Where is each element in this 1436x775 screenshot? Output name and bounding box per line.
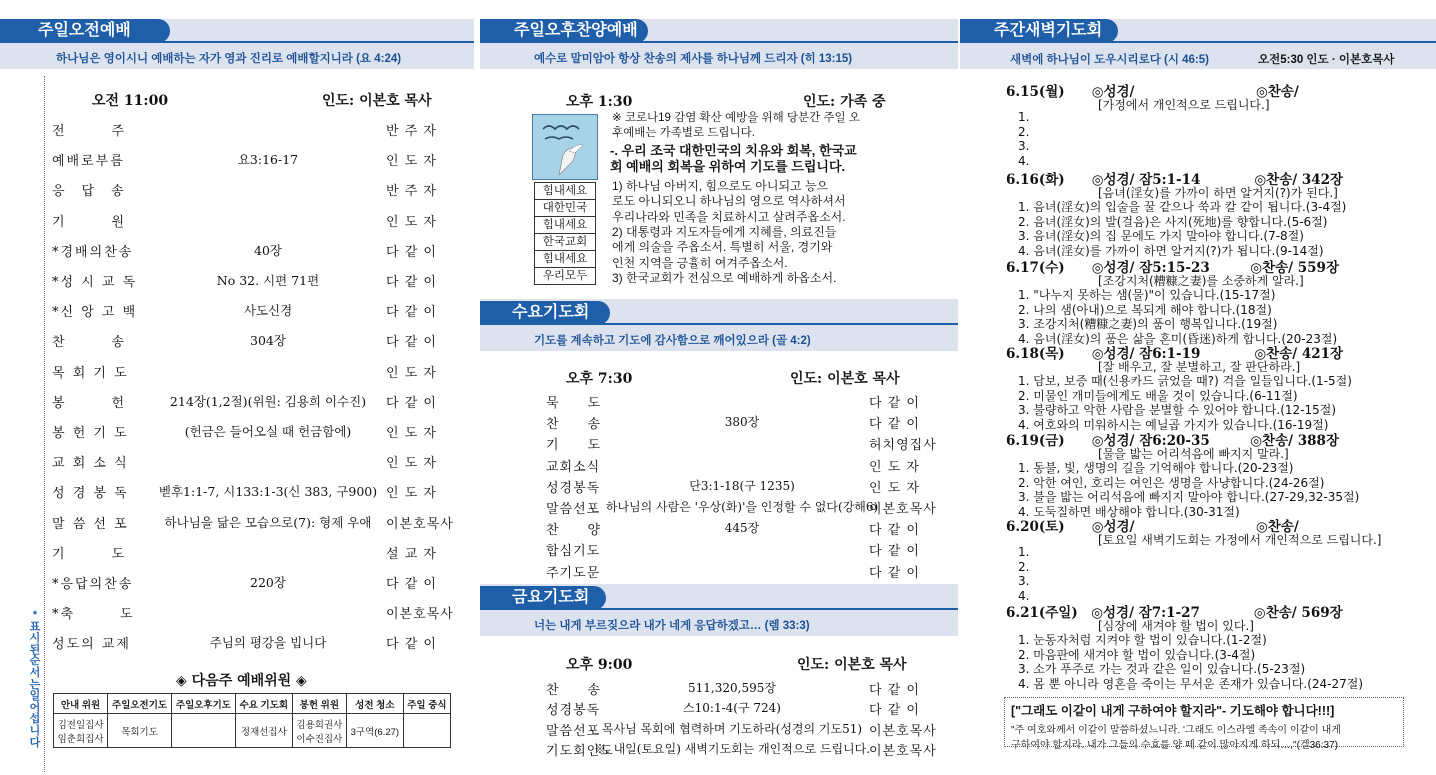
- order-item-content: 445장: [724, 521, 760, 536]
- staff-value-cell: 3구역(6.27): [346, 714, 403, 748]
- afternoon-leader: 인도: 가족 중: [803, 94, 886, 110]
- staff-value-cell: 목회기도: [108, 714, 172, 748]
- order-item-content: 380장: [724, 415, 760, 430]
- dawn-day-line: 1. "나누지 못하는 샘(물)"이 있습니다.(15-17절): [1018, 288, 1276, 302]
- order-item-label: 교회소식: [546, 459, 601, 475]
- dawn-verse: 새벽에 하나님이 도우시리로다 (시 46:5): [1010, 54, 1209, 66]
- dawn-day-line: 4. 몸 뿐 아니라 영혼을 죽이는 무서운 존재가 있습니다.(24-27절): [1018, 676, 1364, 691]
- order-item-who: 반 주 자: [386, 184, 437, 200]
- dawn-day-head: 6.18(목) ◎성경/ 잠6:1-19 ◎찬송/ 421장: [1006, 346, 1344, 362]
- next-week-title: ◈ 다음주 예배위원 ◈: [176, 673, 307, 689]
- cheer-word: 대한민국: [535, 200, 595, 217]
- order-item-content: 요3:16-17: [237, 152, 299, 168]
- afternoon-time: 오후 1:30: [566, 94, 633, 110]
- staff-header-cell: 주일오전기도: [108, 694, 172, 714]
- staff-header-cell: 안내 위원: [54, 694, 108, 714]
- cheer-word: 힘내세요: [535, 183, 595, 200]
- order-item-label: 성경봉독: [546, 480, 601, 496]
- dawn-day-sub: [가정에서 개인적으로 드립니다.]: [1098, 98, 1270, 112]
- prayer-line: 우리나라와 민족을 치료하시고 살려주옵소서.: [612, 209, 846, 224]
- order-item-label: *응답의찬송: [52, 577, 134, 592]
- afternoon-verse: 예수로 말미암아 항상 찬송의 제사를 하나님께 드리자 (히 13:15): [534, 53, 853, 65]
- order-item-label: 성도의 교제: [52, 637, 131, 653]
- dawn-day-line: 1.: [1018, 545, 1030, 559]
- afternoon-tab: 주일오후찬양예배: [480, 19, 648, 43]
- cheer-word: 힘내세요: [535, 251, 595, 268]
- order-item-label: *성 시 교 독: [52, 275, 138, 290]
- order-item-who: 다 같 이: [386, 244, 437, 260]
- dawn-day-head: 6.15(월) ◎성경/ ◎찬송/: [1006, 84, 1299, 100]
- dawn-day-line: 3.: [1018, 574, 1030, 588]
- dawn-day-line: 3. 불을 밟는 어리석음에 빠지지 말아야 합니다.(27-29,32-35절): [1018, 490, 1360, 504]
- friday-leader: 인도: 이본호 목사: [797, 657, 907, 673]
- friday-time: 오후 9:00: [566, 657, 633, 673]
- prayer-illustration: [532, 114, 598, 180]
- dawn-day-line: 3. 소가 푸주로 가는 것과 같은 일이 있습니다.(5-23절): [1018, 662, 1306, 676]
- order-item-label: 합심기도: [546, 544, 601, 560]
- order-item-who: 다 같 이: [869, 565, 920, 581]
- dawn-day-line: 2. 음녀(淫女)의 발(걸음)은 사지(死地)를 향합니다.(5-6절): [1018, 214, 1328, 229]
- order-item-label: 교 회 소 식: [52, 456, 129, 472]
- order-item-who: 다 같 이: [869, 523, 920, 539]
- order-item-content: 사도신경: [243, 303, 293, 319]
- prayer-line: 2) 대통령과 지도자들에게 지혜를, 의료진들: [612, 224, 837, 239]
- order-item-who: 반 주 자: [386, 124, 437, 139]
- dawn-day-line: 1. 동불, 빛, 생명의 길을 기억해야 합니다.(20-23절): [1018, 461, 1294, 475]
- dawn-day-line: 3. 음녀(淫女)의 집 문에도 가지 말아야 합니다.(7-8절): [1018, 229, 1304, 243]
- staff-header-cell: 주일 중식: [403, 694, 450, 714]
- dawn-day-line: 2.: [1018, 124, 1030, 139]
- staff-header-cell: 수요 기도회: [235, 694, 292, 714]
- dawn-day-head: 6.17(수) ◎성경/ 잠5:15-23 ◎찬송/ 559장: [1006, 260, 1339, 276]
- staff-value-cell: [403, 714, 450, 748]
- staff-value-cell: 김용희권사 이수진집사: [292, 714, 346, 748]
- dawn-day-line: 1. 담보, 보증 때(신용카드 긁었을 때?) 걱을 일들입니다.(1-5절): [1018, 374, 1352, 388]
- prayer-title: -. 우리 조국 대한민국의 치유와 회복, 한국교회 예배의 회복을 위하여 기도를 드립니다.: [610, 143, 857, 174]
- dawn-day-line: 3.: [1018, 139, 1030, 153]
- order-item-content: 주님의 평강을 빕니다: [209, 635, 327, 651]
- dawn-day-line: 1. 음녀(淫女)의 입술을 꿀 같으나 쑥과 칼 같이 됩니다.(3-4절): [1018, 200, 1347, 214]
- staff-value-cell: 정재선집사: [235, 714, 292, 748]
- dawn-day-line: 4. 음녀(淫女)를 가까이 하면 알거지(?)가 됩니다.(9-14절): [1018, 243, 1324, 258]
- covid-notice: ※ 코로나19 감염 확산 예방을 위해 당분간 주일 오후예배는 가족별로 드립니다.: [612, 112, 860, 139]
- staff-value-cell: 김전일집사 임춘희집사: [54, 714, 108, 748]
- dawn-day-line: 2. 나의 샘(아내)으로 복되게 해야 합니다.(18절): [1018, 302, 1272, 317]
- order-item-who: 허치영집사: [869, 438, 937, 454]
- order-item-label: 예배로부름: [52, 154, 125, 170]
- order-item-label: 기 원: [52, 214, 127, 230]
- order-item-content: 하나님을 닮은 모습으로(7): 형제 우애: [164, 514, 372, 530]
- wednesday-verse: 기도를 계속하고 기도에 감사함으로 깨어있으라 (골 4:2): [534, 335, 811, 347]
- order-item-content: 214장(1,2절)(위원: 김용희 이수진): [169, 393, 367, 409]
- order-item-content: ※. 내일(토요일) 새벽기도회는 개인적으로 드립니다.: [593, 741, 871, 756]
- dawn-day-line: 1.: [1018, 110, 1030, 124]
- cheer-words-box: [534, 182, 596, 285]
- order-item-who: 다 같 이: [869, 683, 920, 698]
- dawn-day-sub: [음녀(淫女)를 가까이 하면 알거지(?)가 된다.]: [1098, 186, 1338, 200]
- dawn-day-line: 4. 여호와의 미워하시는 예닐곱 가지가 있습니다.(16-19절): [1018, 417, 1329, 432]
- dawn-day-head: 6.20(토) ◎성경/ ◎찬송/: [1006, 519, 1299, 535]
- staff-header-cell: 봉헌 위원: [292, 694, 346, 714]
- order-item-who: 인 도 자: [386, 456, 437, 472]
- dawn-day-line: 1. 눈동자처럼 지켜야 할 법이 있습니다.(1-2절): [1018, 633, 1267, 647]
- staff-header-cell: 성전 청소: [346, 694, 403, 714]
- next-week-staff-table: [53, 693, 451, 748]
- dawn-day-head: 6.19(금) ◎성경/ 잠6:20-35 ◎찬송/ 388장: [1006, 433, 1339, 449]
- order-item-content: 벧후1:1-7, 시133:1-3(신 383, 구900): [158, 484, 378, 500]
- order-item-content: 단3:1-18(구 1235): [689, 478, 795, 493]
- order-item-who: 인 도 자: [386, 365, 437, 381]
- order-item-who: 다 같 이: [386, 637, 437, 653]
- order-item-label: 기 도: [52, 546, 127, 562]
- order-item-label: 찬 송: [546, 417, 602, 433]
- dawn-day-line: 3. 조강지처(糟糠之妻)의 품이 행복입니다.(19절): [1018, 317, 1278, 331]
- prayer-line: 1) 하나님 아버지, 힘으로도 아니되고 능으: [612, 179, 829, 193]
- order-item-who: 인 도 자: [869, 480, 920, 496]
- morning-time: 오전 11:00: [92, 93, 169, 109]
- order-item-who: 이본호목사: [869, 743, 937, 759]
- order-item-content: No 32. 시편 71편: [216, 273, 320, 288]
- order-item-who: 다 같 이: [386, 395, 437, 411]
- cheer-word: 한국교회: [535, 234, 595, 251]
- order-item-label: 찬 송: [52, 335, 127, 351]
- order-item-who: 다 같 이: [869, 703, 920, 719]
- dawn-day-sub: [잘 배우고, 잘 분별하고, 잘 판단하라.]: [1098, 360, 1301, 374]
- order-item-who: 이본호목사: [869, 502, 937, 517]
- order-item-who: 설 교 자: [386, 546, 437, 562]
- order-item-who: 다 같 이: [386, 275, 437, 290]
- morning-tab: 주일오전예배: [0, 19, 170, 43]
- morning-verse: 하나님은 영이시니 예배하는 자가 영과 진리로 예배할지니라 (요 4:24): [56, 53, 402, 65]
- dawn-day-line: 2.: [1018, 559, 1030, 574]
- cheer-word: 우리모두: [542, 270, 588, 282]
- order-item-content: 304장: [250, 333, 286, 349]
- order-item-label: 기도회인도: [546, 743, 614, 759]
- wednesday-tab: 수요기도회: [480, 301, 610, 325]
- order-item-who: 다 같 이: [386, 577, 437, 592]
- order-item-label: 묵 도: [546, 396, 602, 411]
- dawn-day-line: 2. 악한 여인, 호리는 여인은 생명을 사냥합니다.(24-26절): [1018, 475, 1325, 490]
- dawn-day-sub: [조강지처(糟糠之妻)를 소중하게 알라.]: [1098, 274, 1304, 288]
- order-item-content: 40장: [254, 242, 282, 258]
- order-item-who: 다 같 이: [869, 544, 920, 560]
- order-item-who: 이본호목사: [869, 723, 937, 739]
- order-item-label: 성경봉독: [546, 703, 601, 719]
- dawn-day-line: 3. 불량하고 악한 사람을 분별할 수 있어야 합니다.(12-15절): [1018, 403, 1337, 417]
- quote-head: ["그래도 이같이 내게 구하여야 할지라"- 기도해야 합니다!!!]: [1011, 704, 1335, 718]
- order-item-who: 이본호목사: [386, 516, 454, 532]
- order-item-label: 말 씀 선 포: [52, 516, 129, 532]
- order-item-who: 다 같 이: [869, 417, 920, 433]
- order-item-content: 220장: [250, 575, 286, 590]
- standing-note: *표시된 순서는 일어섭니다: [29, 609, 41, 749]
- order-item-label: 찬 송: [546, 683, 602, 698]
- order-item-who: 인 도 자: [386, 426, 437, 441]
- dove-hand-icon: [533, 115, 598, 180]
- dawn-day-sub: [심장에 새겨야 할 법이 있다.]: [1098, 619, 1254, 633]
- order-item-who: 다 같 이: [386, 305, 437, 321]
- order-item-content: (헌금은 들어오실 때 헌금함에): [184, 424, 352, 439]
- dawn-tab: 주간새벽기도회: [960, 19, 1118, 43]
- order-item-label: *축 도: [52, 607, 135, 623]
- dawn-day-line: 4.: [1018, 588, 1030, 603]
- order-item-label: 봉 헌: [52, 395, 127, 411]
- order-item-label: *경배의찬송: [52, 244, 134, 260]
- friday-tab: 금요기도회: [480, 586, 606, 610]
- dawn-day-line: 4. 도둑질하면 배상해야 합니다.(30-31절): [1018, 504, 1240, 519]
- order-item-label: 응 답 송: [52, 184, 126, 200]
- order-item-label: 말씀선포: [546, 502, 601, 517]
- order-item-who: 다 같 이: [386, 335, 437, 351]
- wednesday-leader: 인도: 이본호 목사: [790, 371, 900, 387]
- dawn-day-line: 2. 미물인 개미들에게도 배울 것이 있습니다.(6-11절): [1018, 388, 1298, 403]
- order-item-label: 말씀선포: [546, 723, 601, 739]
- order-item-label: 봉 헌 기 도: [52, 426, 129, 441]
- order-item-label: 찬 양: [546, 523, 602, 539]
- morning-leader: 인도: 이본호 목사: [322, 93, 432, 109]
- dawn-day-head: 6.21(주일) ◎성경/ 잠7:1-27 ◎찬송/ 569장: [1006, 605, 1343, 621]
- order-item-who: 다 같 이: [869, 396, 920, 411]
- order-item-label: 성 경 봉 독: [52, 486, 129, 502]
- order-item-who: 인 도 자: [386, 214, 437, 230]
- order-item-label: 목 회 기 도: [52, 365, 129, 381]
- dawn-day-head: 6.16(화) ◎성경/ 잠5:1-14 ◎찬송/ 342장: [1006, 172, 1344, 188]
- staff-header-cell: 주일오후기도: [172, 694, 236, 714]
- quote-body-2: 구하여야 할지라. 내가 그들의 수효를 양 떼 같이 많아지게 하되…,"(겔36:37): [1011, 740, 1338, 751]
- dawn-day-line: 4. 음녀(淫女)의 품은 삶을 혼미(昏迷)하게 합니다.(20-23절): [1018, 331, 1338, 346]
- prayer-line: 에게 의술을 주옵소서. 특별히 서울, 경기와: [612, 240, 833, 255]
- staff-value-cell: [172, 714, 236, 748]
- cheer-word: 힘내세요: [535, 217, 595, 234]
- morning-dotted-line: [44, 76, 45, 772]
- order-item-label: *신 앙 고 백: [52, 305, 138, 321]
- friday-verse: 너는 내게 부르짖으라 내가 네게 응답하겠고… (렘 33:3): [534, 620, 810, 632]
- quote-body-1: "주 여호와께서 이같이 말씀하셨느니라. '그래도 이스라엘 족속이 이같이 내게: [1011, 725, 1341, 736]
- dawn-day-line: 2. 마음판에 새겨야 할 법이 있습니다.(3-4절): [1018, 647, 1256, 662]
- order-item-label: 기 도: [546, 438, 602, 454]
- prayer-line: 3) 한국교회가 전심으로 예배하게 하옵소서.: [612, 270, 837, 285]
- quote-box: [1004, 697, 1404, 751]
- order-item-who: 인 도 자: [386, 486, 437, 502]
- order-item-content: 스10:1-4(구 724): [683, 701, 781, 716]
- order-item-content: 하나님의 사람은 '우상(화)'을 인정할 수 없다(강해6): [605, 500, 879, 514]
- order-item-label: 주기도문: [546, 565, 601, 581]
- order-item-who: 인 도 자: [386, 154, 437, 170]
- order-item-label: 전 주: [52, 124, 127, 139]
- order-item-content: 목사님 목회에 협력하며 기도하라(성경의 기도51): [601, 721, 863, 736]
- prayer-line: 인천 지역을 긍휼히 여겨주옵소서.: [612, 255, 788, 270]
- dawn-day-sub: [물을 밟는 어리석음에 빠지지 말라.]: [1098, 447, 1289, 461]
- dawn-day-line: 4.: [1018, 153, 1030, 168]
- order-item-who: 이본호목사: [386, 607, 454, 623]
- prayer-line: 로도 아니되오니 하나님의 영으로 역사하셔서: [612, 194, 846, 209]
- order-item-content: 511,320,595장: [688, 681, 776, 695]
- order-item-who: 인 도 자: [869, 459, 920, 475]
- wednesday-time: 오후 7:30: [566, 371, 633, 387]
- dawn-time-leader: 오전5:30 인도 · 이본호목사: [1258, 54, 1395, 66]
- dawn-day-sub: [토요일 새벽기도회는 가정에서 개인적으로 드립니다.]: [1098, 533, 1382, 547]
